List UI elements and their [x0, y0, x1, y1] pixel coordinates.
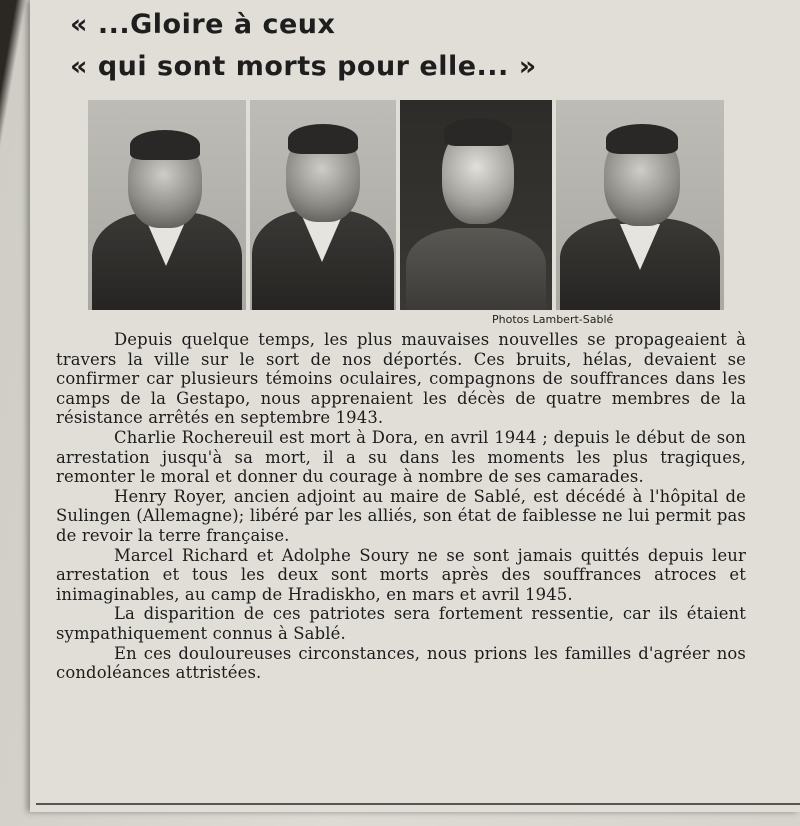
portrait-photos — [88, 100, 724, 310]
article-body — [56, 330, 746, 683]
paragraph-3: Henry Royer, ancien adjoint au maire de Sablé, est décédé à l'hôpital de Sulingen (Allemagne); libéré par les alliés, son état de faiblesse ne lui permit pas de revoir la terre française. — [56, 486, 746, 545]
paragraph-6: En ces douloureuses circonstances, nous prions les familles d'agréer nos condoléances attristées. — [56, 643, 746, 683]
paragraph-2: Charlie Rochereuil est mort à Dora, en avril 1944 ; depuis le début de son arrestation jusqu'à sa mort, il a su dans les moments les plus tragiques, remonter le moral et donner du courage à nombre de ses camarades. — [56, 427, 746, 487]
paragraph-4: Marcel Richard et Adolphe Soury ne se sont jamais quittés depuis leur arrestation et tous les deux sont morts après des souffrances atroces et inimaginables, au camp de Hradiskho, en mars et avril 1945. — [56, 545, 746, 604]
bottom-rule — [36, 803, 800, 805]
paragraph-1: Depuis quelque temps, les plus mauvaises nouvelles se propageaient à travers la ville sur le sort de nos déportés. Ces bruits, hélas, devaient se confirmer car plusieurs témoins oculaires, compagnons de souffrances dans les camps de la Gestapo, nous apprenaient les décès de quatre membres de la résistance arrêtés en septembre 1943. — [56, 330, 746, 428]
portrait-photo-1 — [88, 100, 246, 310]
headline-line-1: « ...Gloire à ceux — [70, 9, 336, 40]
headline — [70, 4, 670, 88]
portrait-photo-4 — [556, 100, 724, 310]
headline-line-2: « qui sont morts pour elle... » — [70, 51, 537, 82]
portrait-photo-2 — [250, 100, 396, 310]
portrait-photo-3 — [400, 100, 552, 310]
photo-credit: Photos Lambert-Sablé — [492, 313, 614, 326]
paragraph-5: La disparition de ces patriotes sera fortement ressentie, car ils étaient sympathiquement connus à Sablé. — [56, 604, 746, 643]
